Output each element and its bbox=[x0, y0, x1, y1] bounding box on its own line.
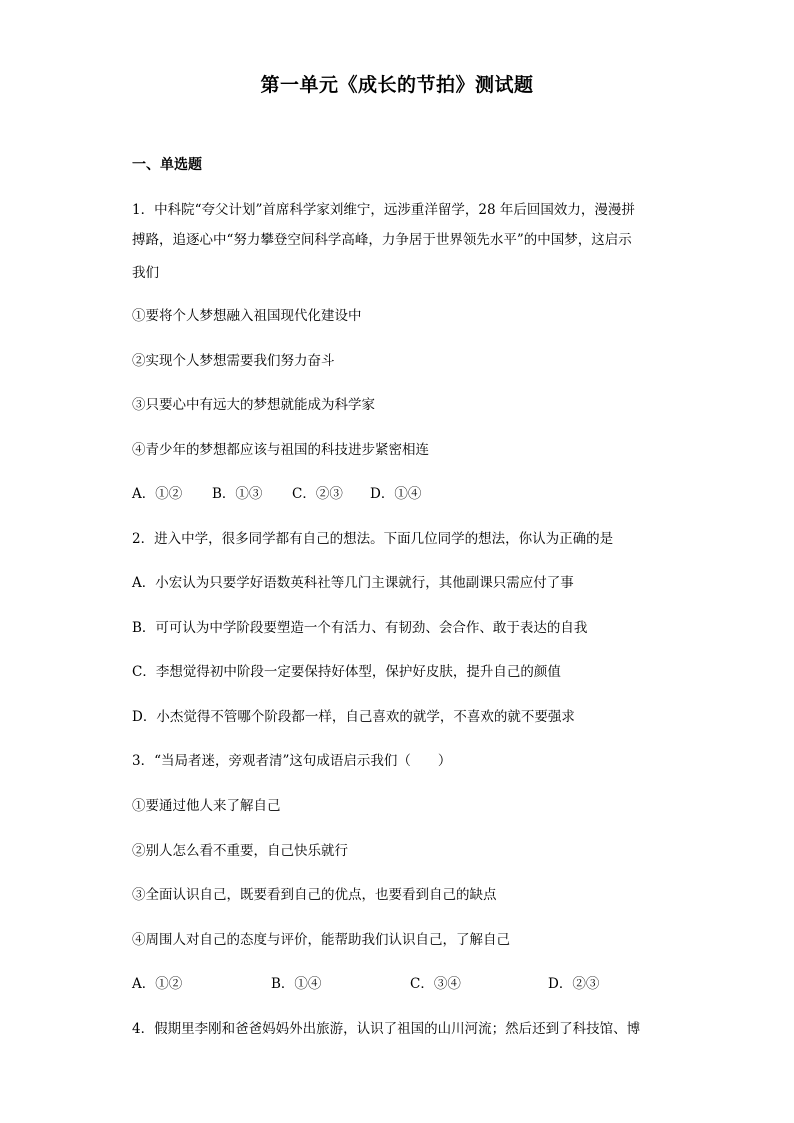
q3-statement-2: ②别人怎么看不重要，自己快乐就行 bbox=[132, 843, 348, 859]
q3-option-a[interactable]: A．①② bbox=[132, 976, 183, 992]
q3-option-c[interactable]: C．③④ bbox=[410, 976, 461, 992]
q1-options bbox=[132, 482, 421, 502]
page-title: 第一单元《成长的节拍》测试题 bbox=[260, 74, 534, 96]
q2-option-c[interactable]: C．李想觉得初中阶段一定要保持好体型，保护好皮肤，提升自己的颜值 bbox=[132, 664, 561, 680]
q4-stem-line1: 4．假期里李刚和爸爸妈妈外出旅游，认识了祖国的山川河流；然后还到了科技馆、博 bbox=[132, 1021, 641, 1037]
q3-statement-1: ①要通过他人来了解自己 bbox=[132, 798, 281, 814]
section-heading: 一、单选题 bbox=[132, 157, 202, 173]
q1-statement-1: ①要将个人梦想融入祖国现代化建设中 bbox=[132, 308, 362, 324]
q3-options bbox=[132, 972, 599, 992]
q2-stem: 2．进入中学，很多同学都有自己的想法。下面几位同学的想法，你认为正确的是 bbox=[132, 531, 614, 547]
q1-option-a[interactable]: A．①② bbox=[132, 486, 183, 502]
q3-statement-4: ④周围人对自己的态度与评价，能帮助我们认识自己，了解自己 bbox=[132, 932, 510, 948]
q1-statement-2: ②实现个人梦想需要我们努力奋斗 bbox=[132, 353, 335, 369]
q1-statement-4: ④青少年的梦想都应该与祖国的科技进步紧密相连 bbox=[132, 442, 429, 458]
q1-option-c[interactable]: C．②③ bbox=[292, 486, 343, 502]
q1-stem-line2: 搏路，追逐心中“努力攀登空间科学高峰，力争居于世界领先水平”的中国梦，这启示 bbox=[132, 232, 632, 248]
q2-option-d[interactable]: D．小杰觉得不管哪个阶段都一样，自己喜欢的就学，不喜欢的就不要强求 bbox=[132, 709, 575, 725]
q1-stem-line1: 1．中科院“夸父计划”首席科学家刘维宁，远涉重洋留学，28 年后回国效力，漫漫拼 bbox=[132, 202, 635, 218]
q3-stem: 3．“当局者迷，旁观者清”这句成语启示我们（ ） bbox=[132, 753, 452, 769]
q3-option-d[interactable]: D．②③ bbox=[548, 976, 600, 992]
q1-stem-line3: 我们 bbox=[132, 265, 159, 281]
q3-option-b[interactable]: B．①④ bbox=[271, 976, 322, 992]
q1-option-d[interactable]: D．①④ bbox=[370, 486, 422, 502]
q3-statement-3: ③全面认识自己，既要看到自己的优点，也要看到自己的缺点 bbox=[132, 887, 497, 903]
q1-statement-3: ③只要心中有远大的梦想就能成为科学家 bbox=[132, 397, 375, 413]
q2-option-a[interactable]: A．小宏认为只要学好语数英科社等几门主课就行，其他副课只需应付了事 bbox=[132, 575, 574, 591]
q1-option-b[interactable]: B．①③ bbox=[212, 486, 263, 502]
q2-option-b[interactable]: B．可可认为中学阶段要塑造一个有活力、有韧劲、会合作、敢于表达的自我 bbox=[132, 620, 588, 636]
